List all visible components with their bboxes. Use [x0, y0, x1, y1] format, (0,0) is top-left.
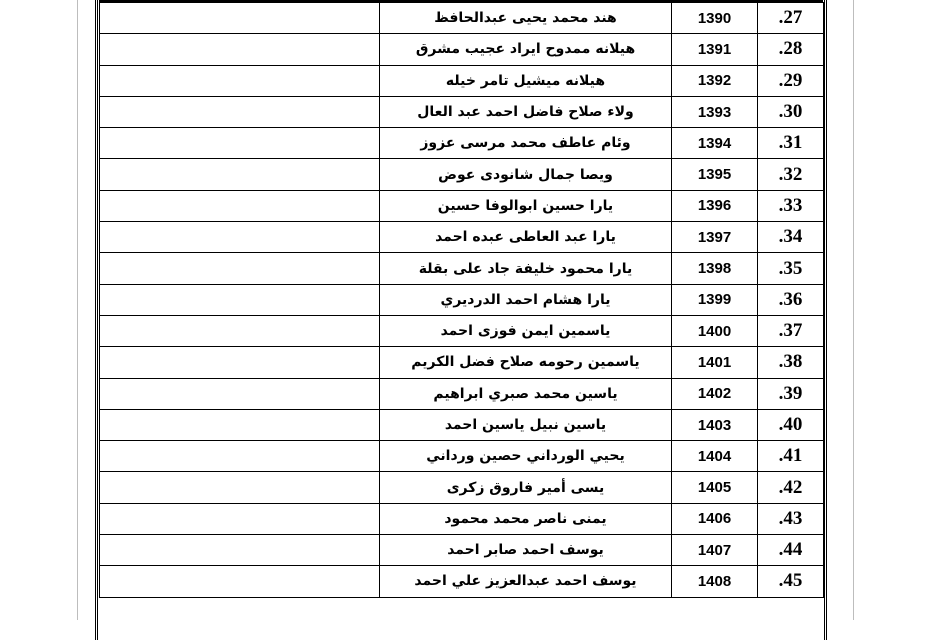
table-row	[100, 128, 824, 159]
row-number-cell: .27	[758, 3, 824, 34]
blank-cell	[100, 65, 380, 96]
row-number-cell: .37	[758, 315, 824, 346]
row-number-cell: .39	[758, 378, 824, 409]
seat-number-cell: 1407	[672, 535, 758, 566]
seat-number-cell: 1393	[672, 96, 758, 127]
seat-number-cell: 1398	[672, 253, 758, 284]
student-name-cell: يارا حسين ابوالوفا حسين	[380, 190, 672, 221]
seat-number-cell: 1406	[672, 503, 758, 534]
seat-number-cell: 1392	[672, 65, 758, 96]
row-number-cell: .44	[758, 535, 824, 566]
student-name-cell: يارا محمود خليفة جاد على بقلة	[380, 253, 672, 284]
blank-cell	[100, 503, 380, 534]
blank-cell	[100, 566, 380, 597]
student-name-cell: ياسمين ايمن فوزى احمد	[380, 315, 672, 346]
page-edge-left	[77, 0, 78, 620]
blank-cell	[100, 472, 380, 503]
seat-number-cell: 1397	[672, 222, 758, 253]
table-row	[100, 441, 824, 472]
table-row	[100, 315, 824, 346]
blank-cell	[100, 409, 380, 440]
student-roster-table	[99, 2, 824, 598]
student-name-cell: هيلانه ممدوح ايراد عجيب مشرق	[380, 34, 672, 65]
blank-cell	[100, 378, 380, 409]
seat-number-cell: 1395	[672, 159, 758, 190]
row-number-cell: .42	[758, 472, 824, 503]
seat-number-cell: 1405	[672, 472, 758, 503]
row-number-cell: .36	[758, 284, 824, 315]
page-edge-right	[853, 0, 854, 620]
table-row	[100, 253, 824, 284]
seat-number-cell: 1399	[672, 284, 758, 315]
blank-cell	[100, 190, 380, 221]
blank-cell	[100, 34, 380, 65]
blank-cell	[100, 222, 380, 253]
row-number-cell: .40	[758, 409, 824, 440]
table-row	[100, 3, 824, 34]
seat-number-cell: 1408	[672, 566, 758, 597]
blank-cell	[100, 315, 380, 346]
table-row	[100, 347, 824, 378]
seat-number-cell: 1401	[672, 347, 758, 378]
student-name-cell: يسى أمير فاروق زكرى	[380, 472, 672, 503]
student-name-cell: ويصا جمال شانودى عوض	[380, 159, 672, 190]
table-row	[100, 65, 824, 96]
row-number-cell: .34	[758, 222, 824, 253]
student-name-cell: هند محمد يحيى عبدالحافظ	[380, 3, 672, 34]
table-row	[100, 284, 824, 315]
table-row	[100, 503, 824, 534]
table-row	[100, 159, 824, 190]
row-number-cell: .29	[758, 65, 824, 96]
table-row	[100, 222, 824, 253]
blank-cell	[100, 284, 380, 315]
row-number-cell: .43	[758, 503, 824, 534]
table-row	[100, 472, 824, 503]
student-name-cell: يوسف احمد صابر احمد	[380, 535, 672, 566]
seat-number-cell: 1404	[672, 441, 758, 472]
row-number-cell: .31	[758, 128, 824, 159]
student-name-cell: هيلانه ميشيل تامر خيله	[380, 65, 672, 96]
roster-body	[100, 3, 824, 598]
student-name-cell: يارا عبد العاطى عبده احمد	[380, 222, 672, 253]
blank-cell	[100, 253, 380, 284]
blank-cell	[100, 128, 380, 159]
blank-cell	[100, 535, 380, 566]
row-number-cell: .32	[758, 159, 824, 190]
table-row	[100, 190, 824, 221]
table-row	[100, 378, 824, 409]
student-name-cell: ياسين نبيل ياسين احمد	[380, 409, 672, 440]
student-name-cell: يوسف احمد عبدالعزيز علي احمد	[380, 566, 672, 597]
row-number-cell: .38	[758, 347, 824, 378]
row-number-cell: .35	[758, 253, 824, 284]
student-name-cell: ياسمين رحومه صلاح فضل الكريم	[380, 347, 672, 378]
blank-cell	[100, 441, 380, 472]
row-number-cell: .41	[758, 441, 824, 472]
seat-number-cell: 1394	[672, 128, 758, 159]
row-number-cell: .33	[758, 190, 824, 221]
blank-cell	[100, 96, 380, 127]
blank-cell	[100, 347, 380, 378]
row-number-cell: .30	[758, 96, 824, 127]
table-row	[100, 96, 824, 127]
student-name-cell: يحيي الورداني حصين ورداني	[380, 441, 672, 472]
seat-number-cell: 1400	[672, 315, 758, 346]
seat-number-cell: 1402	[672, 378, 758, 409]
table-row	[100, 566, 824, 597]
seat-number-cell: 1391	[672, 34, 758, 65]
row-number-cell: .28	[758, 34, 824, 65]
seat-number-cell: 1396	[672, 190, 758, 221]
student-name-cell: ياسين محمد صبري ابراهيم	[380, 378, 672, 409]
seat-number-cell: 1390	[672, 3, 758, 34]
student-name-cell: يارا هشام احمد الدرديري	[380, 284, 672, 315]
seat-number-cell: 1403	[672, 409, 758, 440]
student-name-cell: وئام عاطف محمد مرسى عزوز	[380, 128, 672, 159]
table-row	[100, 34, 824, 65]
blank-cell	[100, 159, 380, 190]
table-row	[100, 535, 824, 566]
student-name-cell: يمنى ناصر محمد محمود	[380, 503, 672, 534]
student-name-cell: ولاء صلاح فاضل احمد عبد العال	[380, 96, 672, 127]
blank-cell	[100, 3, 380, 34]
row-number-cell: .45	[758, 566, 824, 597]
table-row	[100, 409, 824, 440]
